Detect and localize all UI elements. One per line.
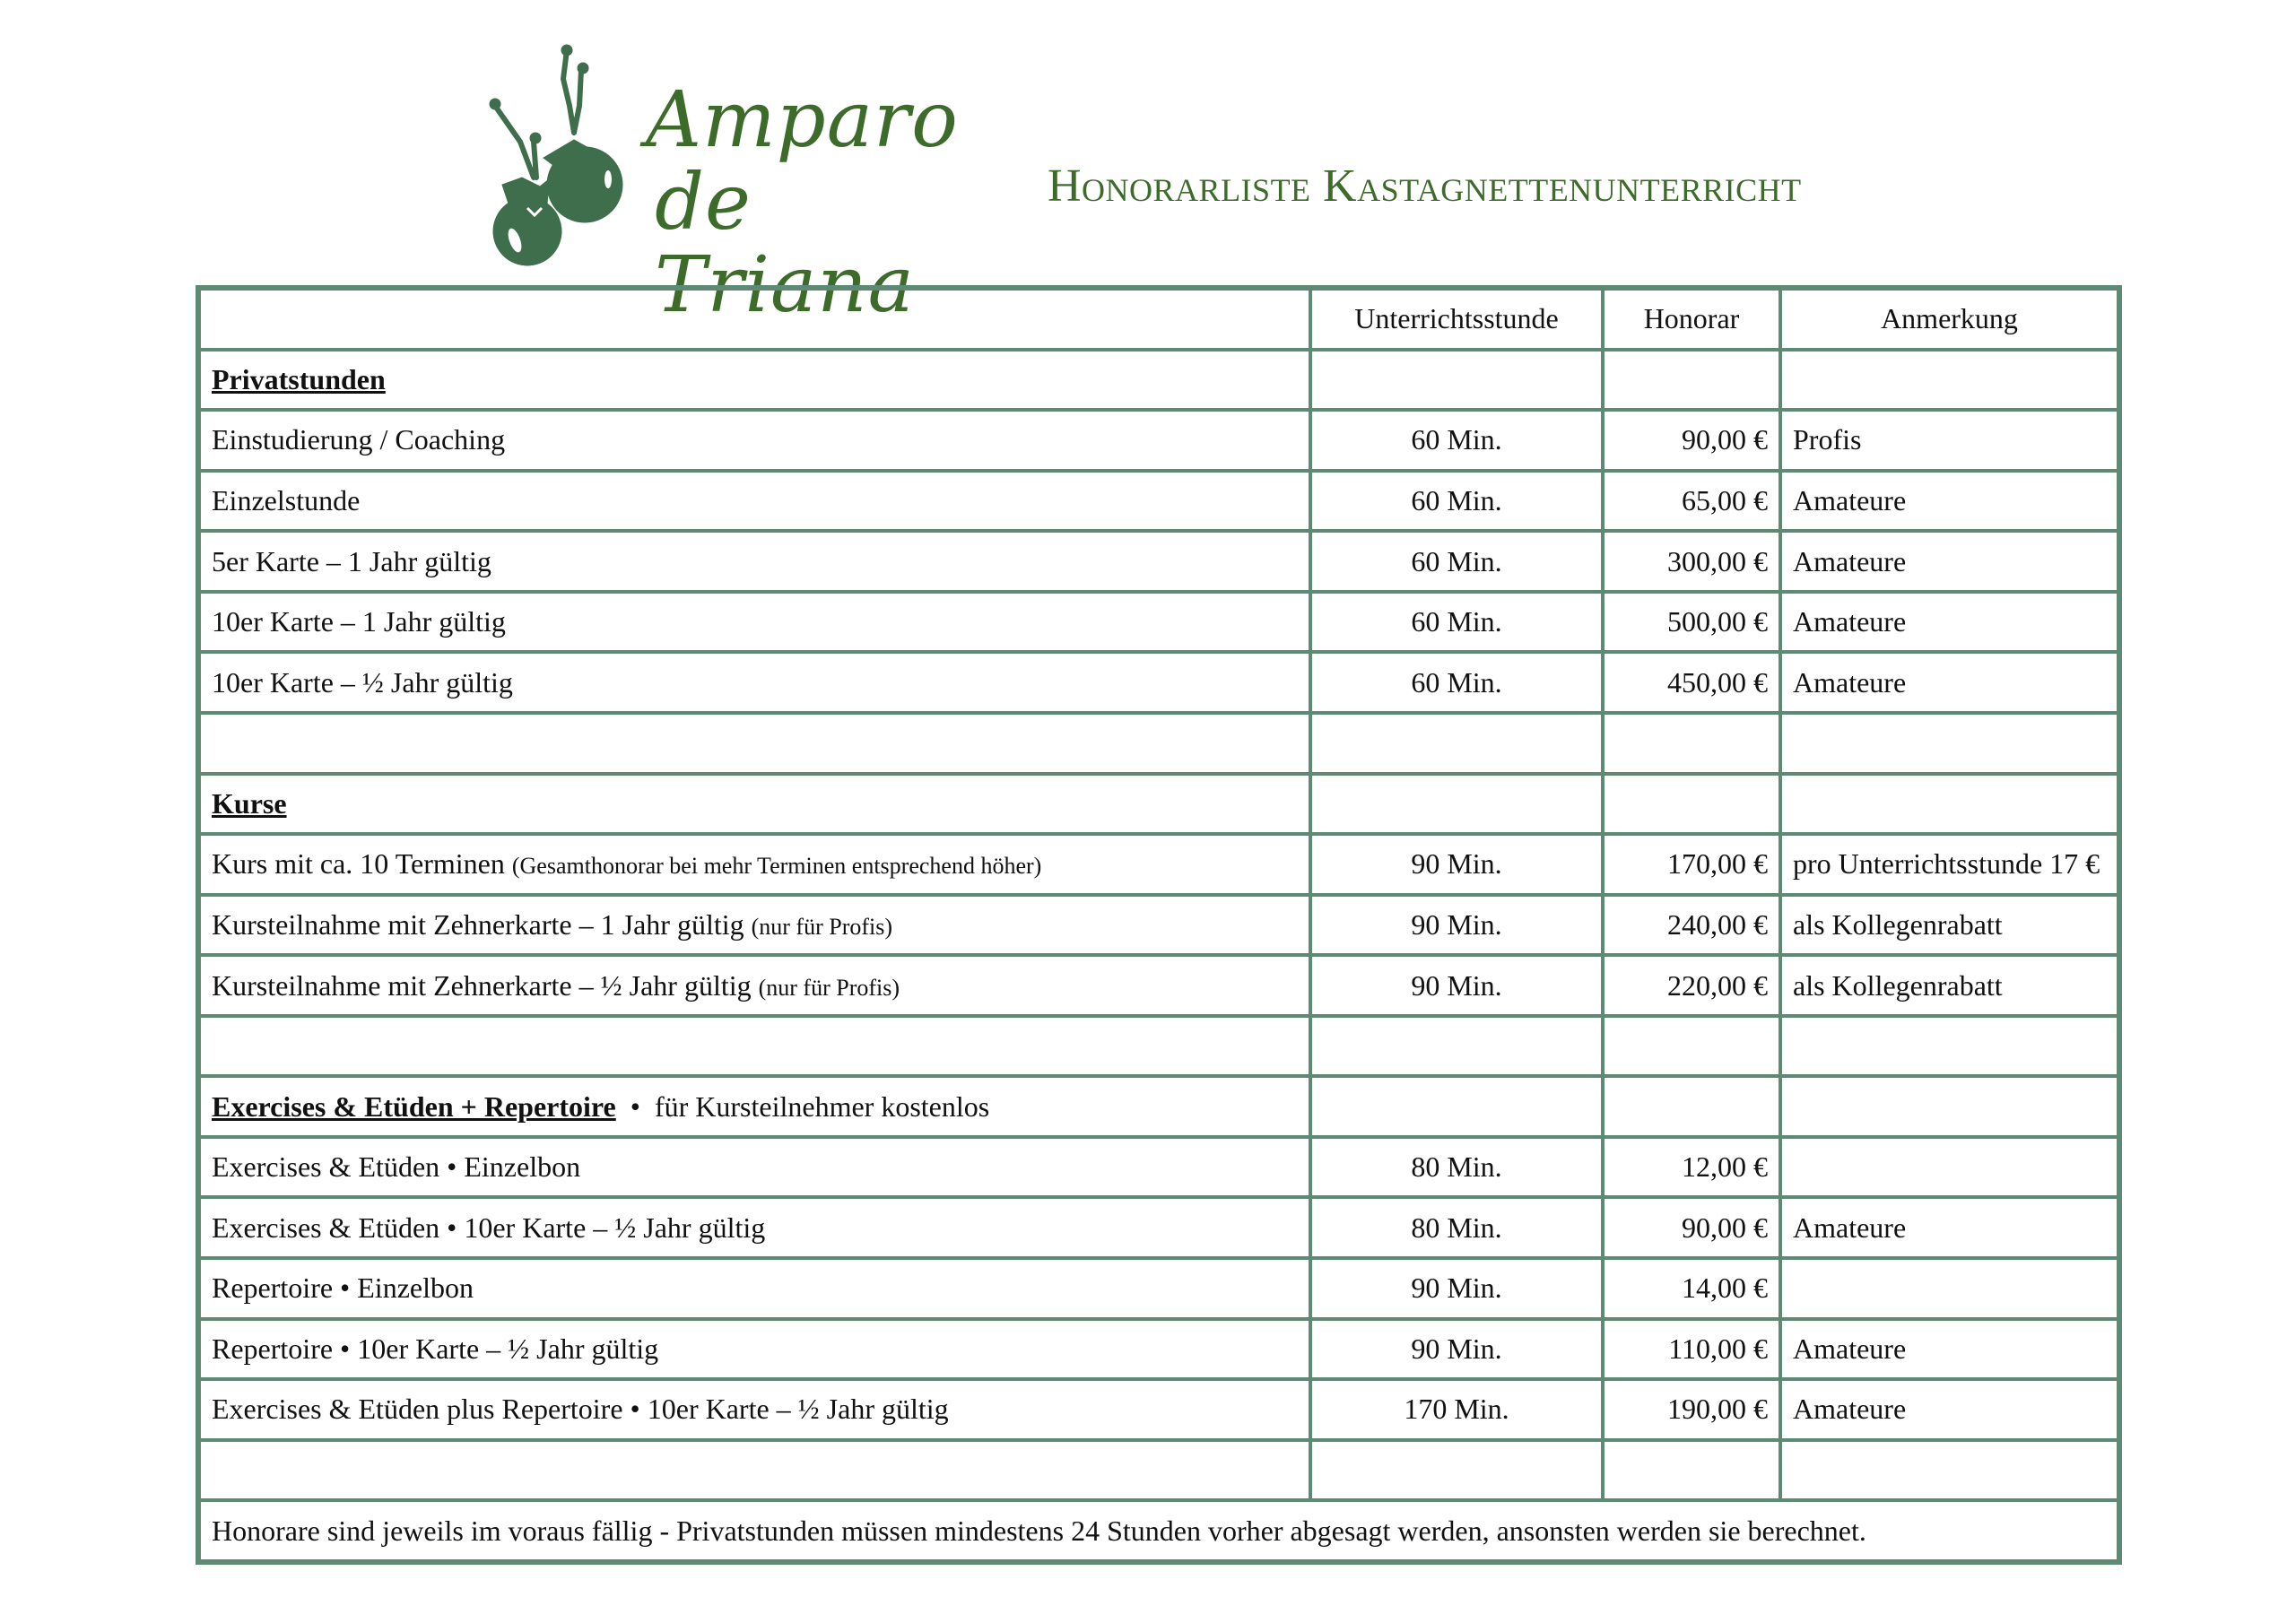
- empty-cell: [1603, 774, 1780, 835]
- fee-cell: 240,00 €: [1603, 895, 1780, 956]
- fee-cell: 220,00 €: [1603, 955, 1780, 1016]
- item-label: Einstudierung / Coaching: [212, 423, 506, 456]
- empty-cell: [1603, 1076, 1780, 1137]
- empty-cell: [198, 713, 1310, 774]
- table-row: [198, 652, 2119, 713]
- fee-cell: 170,00 €: [1603, 834, 1780, 895]
- section-header-row: [198, 774, 2119, 835]
- duration-cell: 90 Min.: [1310, 1319, 1603, 1380]
- fee-cell: 65,00 €: [1603, 471, 1780, 532]
- empty-cell: [1310, 1016, 1603, 1077]
- item-label-cell: [198, 1379, 1310, 1440]
- brand-logo: [484, 43, 959, 330]
- empty-cell: [1310, 1440, 1603, 1501]
- header-cell-duration: Unterrichtsstunde: [1310, 288, 1603, 350]
- item-label-cell: [198, 471, 1310, 532]
- item-label-cell: [198, 1197, 1310, 1258]
- remark-cell: [1780, 1258, 2119, 1319]
- remark-cell: Amateure: [1780, 1379, 2119, 1440]
- empty-cell: [1780, 774, 2119, 835]
- fee-cell: 12,00 €: [1603, 1137, 1780, 1198]
- brand-name-line1: Amparo: [646, 75, 959, 165]
- item-label-note: (Gesamthonorar bei mehr Terminen entsprechend höher): [511, 853, 1042, 880]
- table-row: [198, 1137, 2119, 1198]
- spacer-row: [198, 1016, 2119, 1077]
- empty-cell: [1780, 1440, 2119, 1501]
- empty-cell: [1780, 713, 2119, 774]
- section-title: Privatstunden: [212, 362, 386, 395]
- empty-cell: [1310, 774, 1603, 835]
- empty-cell: [1603, 1016, 1780, 1077]
- brand-name-line2: de Triana: [655, 158, 915, 330]
- footer-row: [198, 1500, 2119, 1562]
- remark-cell: Amateure: [1780, 652, 2119, 713]
- table-row: [198, 471, 2119, 532]
- table-row: [198, 1197, 2119, 1258]
- item-label: Kursteilnahme mit Zehnerkarte – 1 Jahr gültig: [212, 907, 744, 941]
- spacer-row: [198, 1440, 2119, 1501]
- fee-cell: 300,00 €: [1603, 531, 1780, 592]
- section-header-row: [198, 1076, 2119, 1137]
- section-note: • für Kursteilnehmer kostenlos: [615, 1089, 990, 1123]
- item-label: Kurs mit ca. 10 Terminen: [212, 847, 505, 881]
- section-title: Exercises & Etüden + Repertoire: [212, 1089, 616, 1123]
- item-label: 5er Karte – 1 Jahr gültig: [212, 544, 491, 577]
- item-label: Einzelstunde: [212, 484, 361, 517]
- fee-cell: 14,00 €: [1603, 1258, 1780, 1319]
- item-label: 10er Karte – ½ Jahr gültig: [212, 665, 513, 699]
- duration-cell: 60 Min.: [1310, 652, 1603, 713]
- empty-cell: [1780, 1076, 2119, 1137]
- empty-cell: [1310, 350, 1603, 411]
- remark-cell: als Kollegenrabatt: [1780, 895, 2119, 956]
- table-row: [198, 834, 2119, 895]
- fee-cell: 500,00 €: [1603, 592, 1780, 653]
- table-row: [198, 531, 2119, 592]
- remark-cell: Amateure: [1780, 592, 2119, 653]
- header-cell-fee: Honorar: [1603, 288, 1780, 350]
- duration-cell: 80 Min.: [1310, 1137, 1603, 1198]
- table-row: [198, 895, 2119, 956]
- item-label-cell: [198, 652, 1310, 713]
- table-row: [198, 955, 2119, 1016]
- remark-cell: Amateure: [1780, 1319, 2119, 1380]
- section-header-cell: [198, 774, 1310, 835]
- empty-cell: [1310, 1076, 1603, 1137]
- item-label: Exercises & Etüden • 10er Karte – ½ Jahr gültig: [212, 1211, 766, 1244]
- duration-cell: 60 Min.: [1310, 531, 1603, 592]
- item-label: Repertoire • Einzelbon: [212, 1271, 474, 1305]
- table-row: [198, 1258, 2119, 1319]
- duration-cell: 60 Min.: [1310, 410, 1603, 471]
- remark-cell: Profis: [1780, 410, 2119, 471]
- empty-cell: [1780, 1016, 2119, 1077]
- empty-cell: [1603, 350, 1780, 411]
- duration-cell: 170 Min.: [1310, 1379, 1603, 1440]
- item-label-cell: [198, 1319, 1310, 1380]
- item-label-cell: [198, 834, 1310, 895]
- spacer-row: [198, 713, 2119, 774]
- duration-cell: 90 Min.: [1310, 955, 1603, 1016]
- table-row: [198, 410, 2119, 471]
- remark-cell: pro Unterrichtsstunde 17 €: [1780, 834, 2119, 895]
- fee-cell: 90,00 €: [1603, 1197, 1780, 1258]
- remark-cell: Amateure: [1780, 471, 2119, 532]
- header-cell-label: [198, 288, 1310, 350]
- duration-cell: 90 Min.: [1310, 1258, 1603, 1319]
- fee-cell: 90,00 €: [1603, 410, 1780, 471]
- remark-cell: als Kollegenrabatt: [1780, 955, 2119, 1016]
- duration-cell: 90 Min.: [1310, 834, 1603, 895]
- duration-cell: 80 Min.: [1310, 1197, 1603, 1258]
- duration-cell: 60 Min.: [1310, 471, 1603, 532]
- footer-note: Honorare sind jeweils im voraus fällig - Privatstunden müssen mindestens 24 Stunden vorher abgesagt werden, ansonsten werden sie berechnet.: [198, 1500, 2119, 1562]
- duration-cell: 60 Min.: [1310, 592, 1603, 653]
- item-label-cell: [198, 410, 1310, 471]
- price-table: [196, 285, 2122, 1565]
- empty-cell: [198, 1440, 1310, 1501]
- section-header-row: [198, 350, 2119, 411]
- item-label-cell: [198, 592, 1310, 653]
- remark-cell: Amateure: [1780, 1197, 2119, 1258]
- castanets-icon: [484, 43, 637, 267]
- item-label: 10er Karte – 1 Jahr gültig: [212, 605, 506, 638]
- section-header-cell: [198, 1076, 1310, 1137]
- fee-cell: 190,00 €: [1603, 1379, 1780, 1440]
- item-label: Repertoire • 10er Karte – ½ Jahr gültig: [212, 1332, 659, 1365]
- item-label: Exercises & Etüden • Einzelbon: [212, 1150, 581, 1184]
- item-label-cell: [198, 1258, 1310, 1319]
- item-label-cell: [198, 895, 1310, 956]
- remark-cell: [1780, 1137, 2119, 1198]
- section-title: Kurse: [212, 786, 287, 820]
- item-label-cell: [198, 1137, 1310, 1198]
- fee-cell: 110,00 €: [1603, 1319, 1780, 1380]
- table-row: [198, 592, 2119, 653]
- item-label-note: (nur für Profis): [758, 974, 900, 1001]
- section-header-cell: [198, 350, 1310, 411]
- empty-cell: [1310, 713, 1603, 774]
- header-cell-remark: Anmerkung: [1780, 288, 2119, 350]
- item-label: Exercises & Etüden plus Repertoire • 10er Karte – ½ Jahr gültig: [212, 1393, 949, 1426]
- item-label-cell: [198, 955, 1310, 1016]
- empty-cell: [198, 1016, 1310, 1077]
- duration-cell: 90 Min.: [1310, 895, 1603, 956]
- table-row: [198, 1379, 2119, 1440]
- empty-cell: [1603, 713, 1780, 774]
- item-label-note: (nur für Profis): [751, 913, 893, 940]
- table-header-row: [198, 288, 2119, 350]
- fee-cell: 450,00 €: [1603, 652, 1780, 713]
- remark-cell: Amateure: [1780, 531, 2119, 592]
- page-title: Honorarliste Kastagnettenunterricht: [1048, 161, 1802, 212]
- item-label-cell: [198, 531, 1310, 592]
- empty-cell: [1603, 1440, 1780, 1501]
- table-row: [198, 1319, 2119, 1380]
- item-label: Kursteilnahme mit Zehnerkarte – ½ Jahr gültig: [212, 968, 752, 1002]
- empty-cell: [1780, 350, 2119, 411]
